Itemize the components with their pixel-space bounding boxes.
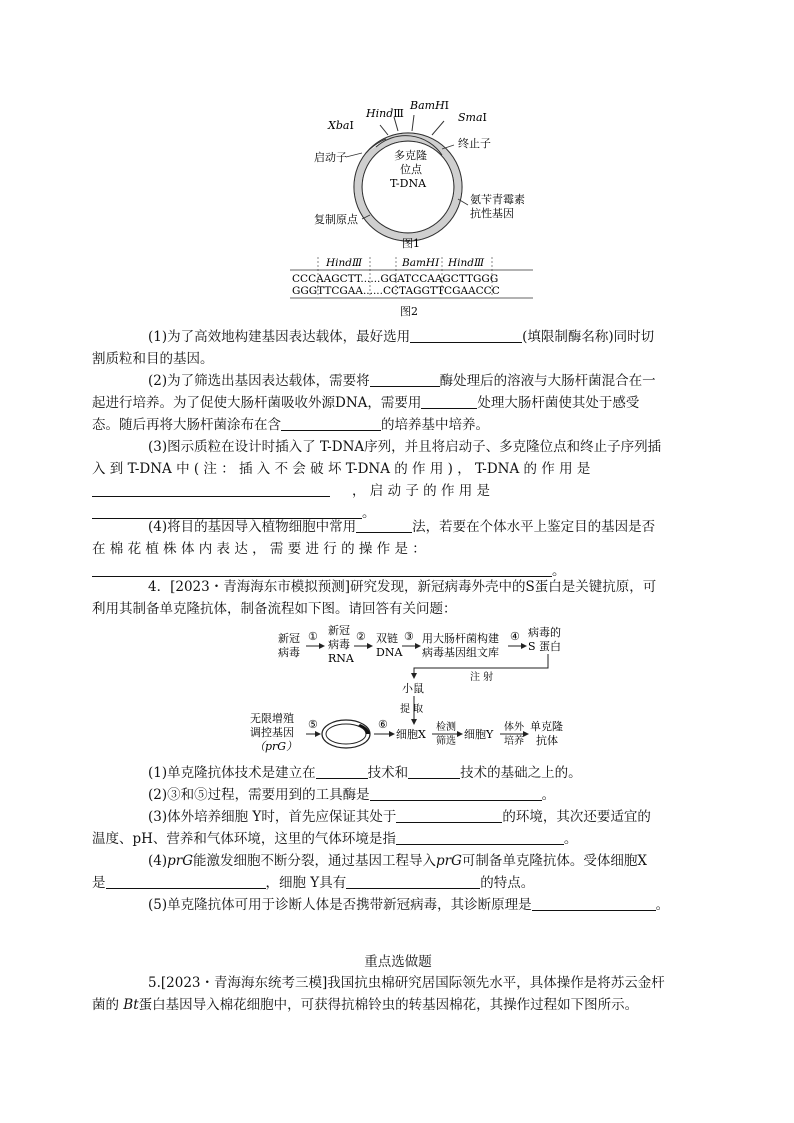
q4-part1	[120, 762, 676, 784]
q3-blank-5b[interactable]	[92, 481, 330, 497]
flow-cellx: 细胞X	[396, 728, 426, 741]
seq-bottom-strand: GGGTTCGAA......CCTAGGTTCGAACCC	[292, 285, 500, 297]
q4-p3-text-b: 的环境，其次还要适宜的	[502, 809, 651, 825]
sma-arrow	[432, 121, 444, 135]
q4-p5-text-a: (5)单克隆抗体可用于诊断人体是否携带新冠病毒，其诊断原理是	[148, 897, 532, 913]
q4-p4-text-c: 可制备单克隆抗体。受体细胞X	[461, 853, 648, 869]
q3-blank-7[interactable]	[356, 517, 412, 533]
flow-sprotein-1: 病毒的	[528, 626, 561, 639]
flow-sprotein-2: S 蛋白	[528, 640, 562, 653]
q3-p2-text-b: 酶处理后的溶液与大肠杆菌混合在一	[439, 373, 656, 389]
q4-p2-text-b: 。	[541, 787, 556, 803]
q4-p3-text-a: (3)体外培养细胞 Y时，首先应保证其处于	[148, 809, 397, 825]
flow-mab-1: 单克隆	[530, 720, 563, 733]
flow-prg-2: 调控基因	[250, 726, 294, 739]
q4-blank-1[interactable]	[316, 763, 368, 779]
q4-blank-6[interactable]	[106, 873, 266, 889]
q3-p2-text-a: (2)为了筛选出基因表达载体，需要将	[148, 373, 370, 389]
flow-detect-1: 检测	[436, 722, 456, 733]
fig1-caption: 图1	[402, 237, 420, 250]
q4-p4-prg-2: prG	[436, 853, 462, 869]
q5-line-1: 5.[2023・青海海东统考三模]我国抗虫棉研究居国际领先水平，具体操作是将苏云金杆	[148, 975, 665, 991]
tdna-label: T-DNA	[390, 177, 427, 190]
q5-bt: Bt	[123, 997, 139, 1013]
hind-label: HindⅢ	[366, 107, 404, 120]
flow-lib-1: 用大肠杆菌构建	[422, 632, 499, 645]
plasmid-figure	[290, 95, 550, 255]
q4-blank-3[interactable]	[370, 785, 542, 801]
flow-plasmid-inner	[326, 724, 366, 744]
q5-line-2-a: 菌的	[92, 997, 124, 1013]
flow-mouse: 小鼠	[402, 682, 424, 695]
q4-p4-text-d: 是	[92, 875, 106, 891]
q5-line-2-b: 蛋白基因导入棉花细胞中，可获得抗棉铃虫的转基因棉花，其操作过程如下图所示。	[138, 997, 639, 1013]
q4-part3	[92, 806, 676, 850]
q5-intro	[92, 972, 676, 1016]
q4-intro-line-2: 利用其制备单克隆抗体，制备流程如下图。请回答有关问题：	[92, 601, 457, 617]
flow-ds-1: 双链	[376, 632, 398, 645]
q4-blank-5[interactable]	[396, 829, 564, 845]
flow-inject-label: 注 射	[470, 672, 494, 683]
q4-p1-text-c: 技术的基础之上的。	[460, 765, 582, 781]
fig2-caption: 图2	[400, 305, 418, 318]
section-heading: 重点选做题	[364, 954, 432, 970]
q4-p2-text-a: (2)③和⑤过程，需要用到的工具酶是	[148, 787, 370, 803]
q4-blank-4[interactable]	[396, 807, 502, 823]
ori-label: 复制原点	[314, 213, 358, 226]
amp-label-2: 抗性基因	[470, 207, 514, 220]
flow-culture-2: 培养	[504, 736, 524, 747]
bam-arrow	[412, 115, 414, 131]
q4-p1-text-a: (1)单克隆抗体技术是建立在	[148, 765, 316, 781]
q3-part1	[92, 326, 676, 370]
sma-label: SmaⅠ	[458, 111, 487, 124]
flow-step-4: ④	[510, 630, 520, 643]
q4-part5	[120, 894, 676, 916]
q3-p4-text-b: 法，若要在个体水平上鉴定目的基因是否	[412, 519, 656, 535]
flow-ds-2: DNA	[376, 646, 403, 659]
q3-p3-text-c: ， 启 动 子 的 作 用 是	[352, 483, 491, 499]
flow-detect-2: 筛选	[436, 736, 456, 747]
flow-prg-3: （prG）	[254, 740, 298, 753]
q3-blank-4[interactable]	[281, 415, 381, 431]
xba-label: XbaⅠ	[328, 119, 354, 132]
terminator-label: 终止子	[458, 137, 491, 150]
q4-intro-line-1: 4．[2023・青海海东市模拟预测]研究发现，新冠病毒外壳中的S蛋白是关键抗原，可	[148, 579, 657, 595]
q4-blank-2[interactable]	[408, 763, 460, 779]
sequence-figure	[288, 255, 538, 321]
flow-step-1: ①	[308, 630, 318, 643]
promoter-label: 启动子	[314, 151, 347, 164]
q4-p3-text-d: 。	[563, 831, 578, 847]
flow-celly: 细胞Y	[464, 728, 494, 741]
seq-header-1: HindⅢ	[326, 257, 363, 269]
seq-header-3: HindⅢ	[448, 257, 485, 269]
flow-lib-2: 病毒基因组文库	[422, 646, 499, 659]
q3-part3	[92, 436, 676, 524]
flow-step-2: ②	[356, 630, 366, 643]
q3-p2-text-c: 起进行培养。为了促使大肠杆菌吸收外源DNA，需要用	[92, 395, 422, 411]
bam-label: BamHⅠ	[410, 99, 450, 112]
q3-p1-text-c: 割质粒和目的基因。	[92, 351, 214, 367]
q3-blank-8b[interactable]	[92, 561, 552, 577]
q3-p1-text-a: (1)为了高效地构建基因表达载体，最好选用	[148, 329, 411, 345]
q3-p2-text-f: 的培养基中培养。	[381, 417, 489, 433]
q4-part2	[120, 784, 676, 806]
q3-blank-1[interactable]	[410, 327, 522, 343]
q3-p1-text-b: (填限制酶名称)同时切	[522, 329, 655, 345]
q4-blank-8[interactable]	[532, 895, 656, 911]
q3-blank-3[interactable]	[421, 393, 477, 409]
q3-p3-text-b: 入 到 T-DNA 中 ( 注 ： 插 入 不 会 破 坏 T-DNA 的 作 用 ) ， T-DNA 的 作 用 是	[92, 461, 591, 477]
q4-p4-text-f: 的特点。	[480, 875, 535, 891]
q4-p3-text-c: 温度、pH、营养和气体环境，这里的气体环境是指	[92, 831, 396, 847]
q3-part4	[92, 516, 676, 582]
seq-top-strand: CCCAAGCTT......GGATCCAAGCTTGGG	[292, 273, 499, 285]
q3-p3-text-a: (3)图示质粒在设计时插入了 T-DNA序列，并且将启动子、多克隆位点和终止子序列插	[148, 439, 662, 455]
flow-step-5: ⑤	[308, 718, 318, 731]
q4-p5-text-b: 。	[655, 897, 670, 913]
q3-part2	[92, 370, 676, 436]
q3-p3-text-d: 。	[362, 505, 376, 521]
flow-virus-1: 新冠	[278, 632, 300, 645]
q4-intro	[92, 576, 676, 620]
mcs-label-1: 多克隆	[394, 149, 427, 162]
seq-header-2: BamHⅠ	[402, 257, 440, 269]
flow-rna-3: RNA	[328, 652, 354, 665]
xba-arrow	[380, 125, 388, 135]
mab-flowchart	[250, 620, 580, 760]
q4-part4	[92, 850, 676, 894]
mcs-label-2: 位点	[400, 163, 422, 176]
flow-extract-label: 提 取	[400, 704, 424, 715]
flow-rna-1: 新冠	[328, 624, 350, 637]
q4-p4-text-b: 能激发细胞不断分裂，通过基因工程导入	[193, 853, 437, 869]
flow-prg-1: 无限增殖	[250, 712, 294, 725]
q4-blank-7[interactable]	[346, 873, 480, 889]
amp-label-1: 氨苄青霉素	[470, 193, 525, 206]
q3-blank-2[interactable]	[370, 371, 440, 387]
flow-rna-2: 病毒	[328, 638, 350, 651]
flow-virus-2: 病毒	[278, 646, 300, 659]
flow-culture-1: 体外	[504, 722, 524, 733]
q3-p2-text-e: 态。随后再将大肠杆菌涂布在含	[92, 417, 281, 433]
q4-p1-text-b: 技术和	[367, 765, 409, 781]
q3-p2-text-d: 处理大肠杆菌使其处于感受	[477, 395, 640, 411]
q4-p4-text-e: ，细胞 Y具有	[265, 875, 347, 891]
q4-p4-prg: prG	[167, 853, 194, 869]
flow-step-3: ③	[404, 630, 414, 643]
q3-p4-text-d: 。	[552, 563, 566, 579]
flow-step-6: ⑥	[378, 718, 388, 731]
q3-p4-text-a: (4)将目的基因导入植物细胞中常用	[148, 519, 357, 535]
q4-p4-text-a: (4)	[148, 853, 168, 869]
promoter-leader	[346, 153, 362, 157]
q3-p4-text-c: 在 棉 花 植 株 体 内 表 达 ， 需 要 进 行 的 操 作 是 ：	[92, 541, 426, 557]
flow-mab-2: 抗体	[536, 734, 558, 747]
